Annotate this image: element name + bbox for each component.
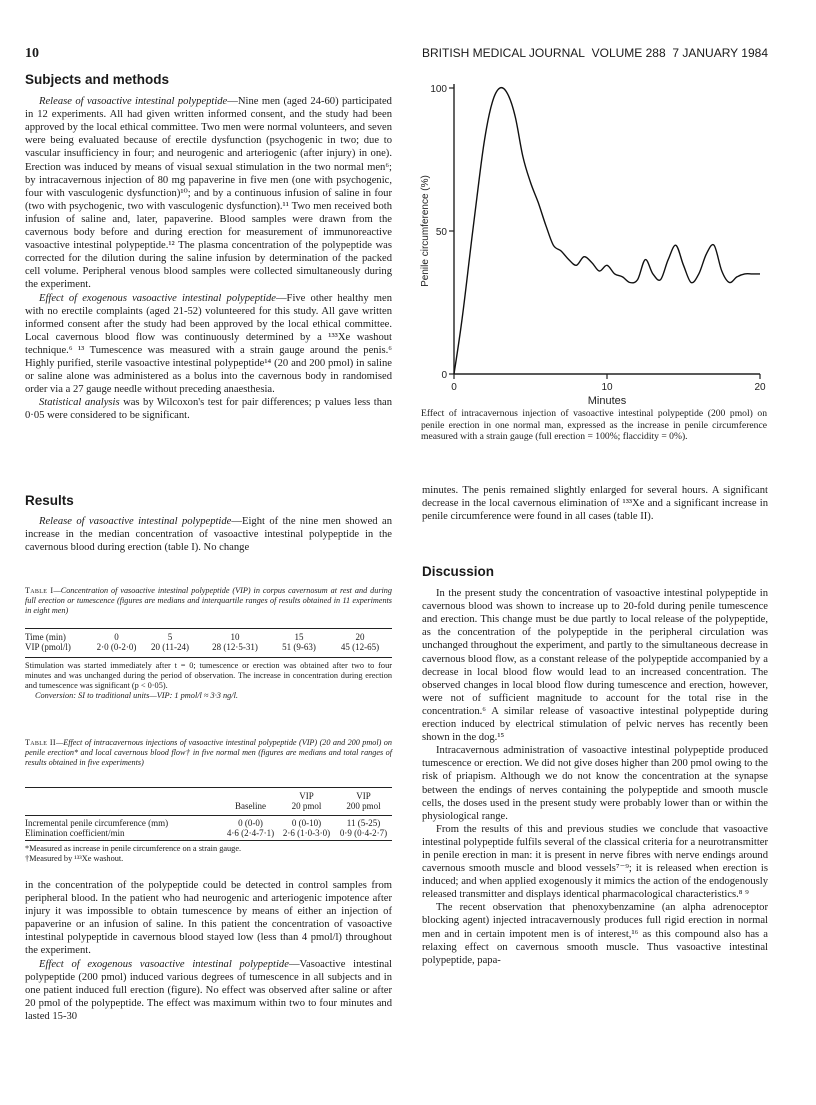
methods-heading: Subjects and methods [25, 72, 170, 87]
table2-row-label: Elimination coefficient/min [25, 828, 125, 838]
results-continued [25, 879, 392, 1023]
table1-time-cell: 10 [230, 632, 240, 642]
table2-cell: 4·6 (2·4-7·1) [226, 828, 275, 838]
table2-mid-rule [25, 815, 392, 816]
table2-header-row-1 [25, 791, 392, 801]
table2-cell: 0 (0-10) [291, 818, 322, 828]
discussion-paragraph-2: Intracavernous administration of vasoactive intestinal polypeptide produced tumescence or erection. We did not give doses higher than 200 pmol owing to the risk of priapism. Although we do not know the concentration at the synapse between the endings of nerves containing the polypeptide and smooth muscle cells, the doses used in the present study were probably lower than or within the physiological range. [422, 745, 768, 822]
discussion-paragraph-4: The recent observation that phenoxybenzamine (an alpha adrenoceptor blocking agent) injected intracavernously produces full rigid erection in normal men and in certain impotent men is of interest,¹⁶ as this compound also has a relaxing effect on cavernous smooth muscle. Thus vasoactive intestinal polypeptide, papa- [422, 902, 768, 966]
methods-p3-body: was by Wilcoxon's test for pair differences; p values less than 0·05 were considered to be significant. [25, 397, 392, 422]
issue-date: 7 JANUARY 1984 [672, 46, 768, 60]
y-tick-label: 50 [435, 227, 447, 238]
table2-caption [25, 738, 392, 769]
journal-name: BRITISH MEDICAL JOURNAL [422, 46, 585, 60]
table2-header-row-2 [25, 801, 392, 811]
y-axis-label: Penile circumference (%) [420, 175, 431, 287]
y-tick-label: 0 [441, 370, 447, 381]
table2-footnotes [25, 844, 392, 864]
table2-cell: 11 (5-25) [346, 818, 381, 828]
figure-caption: Effect of intracavernous injection of vasoactive intestinal polypeptide (200 pmol) on penile erection in one normal man, expressed as the increase in penile circumference measured with a strain gauge (full erection = 100%; flaccidity = 0%). [421, 408, 767, 443]
table2-caption-text: —Effect of intracavernous injections of vasoactive intestinal polypeptide (VIP) (20 and 200 pmol) on penile erection* and local cavernous blood flow† in five normal men (figures are medians and total ranges of results obtained in five experiments) [25, 738, 392, 768]
table1-label: Table I [25, 586, 54, 595]
table2-col-vip200-b: 200 pmol [346, 801, 381, 811]
results-column-2 [422, 484, 768, 523]
methods-paragraph-3 [25, 396, 392, 422]
table2-row-label: Incremental penile circumference (mm) [25, 818, 169, 828]
methods-p2-title: Effect of exogenous vasoactive intestinal polypeptide [39, 292, 276, 304]
table2-footnote-2: †Measured by ¹³³Xe washout. [25, 854, 124, 863]
table1-time-cell: 0 [114, 632, 119, 642]
table1-caption-text: —Concentration of vasoactive intestinal polypeptide (VIP) in corpus cavernosum at rest and during full erection or tumescence (figures are medians and interquartile ranges of results obtained in 11 experiments in eight men) [25, 586, 392, 616]
table2-body [25, 818, 392, 838]
table-row [25, 828, 392, 838]
table1-vip-cell: 45 (12-65) [340, 642, 380, 652]
table2 [25, 791, 392, 811]
table1-vip-label: VIP (pmol/l) [25, 642, 71, 652]
table1-top-rule [25, 628, 392, 629]
methods-paragraph-1 [25, 95, 392, 291]
table1-vip-cell: 2·0 (0-2·0) [96, 642, 137, 652]
table1-time-label: Time (min) [25, 632, 66, 642]
discussion-heading: Discussion [422, 564, 495, 579]
table2-label: Table II [25, 738, 56, 747]
results-paragraph-continued: minutes. The penis remained slightly enlarged for several hours. A significant decrease in the local cavernous elimination of ¹³³Xe and a significant increase in penile circumference were found in all cases (table II). [422, 485, 768, 523]
figure-chart [408, 72, 788, 407]
table1-time-cell: 5 [167, 632, 173, 642]
table2-col-vip20-a: VIP [299, 791, 314, 801]
table2-cell: 2·6 (1·0-3·0) [282, 828, 331, 838]
results-paragraph-3 [25, 958, 392, 1023]
methods-p3-title: Statistical analysis [39, 397, 120, 409]
results-p3-body: —Vasoactive intestinal polypeptide (200 pmol) induced various degrees of tumescence in all subjects and in one patient induced full erection (figure). No effect was observed after saline or after 20 pmol of the polypeptide. The effect was maximum within two to four minutes and lasted 15-30 [25, 958, 392, 1022]
x-tick-label: 0 [451, 382, 457, 393]
x-tick-label: 10 [601, 382, 613, 393]
table2-top-rule [25, 787, 392, 788]
methods-p1-body: —Nine men (aged 24-60) participated in 12 experiments. All had given written informed consent, and the study had been approved by the local ethical committee. Two men were normal volunteers, and seven were being evaluated because of erectile dysfunction (psychogenic in two; due to vascular insufficiency in four; and neurogenic and arteriogenic (after injury) in one). Erection was induced by means of visual sexual stimulation in the two normal men⁶; by intracavernous injection of 80 mg papaverine in five men (one with psychogenic, four with vasculogenic dysfunction)¹⁰; and by a continuous infusion of saline in four (two with psychogenic, two with vasculogenic dysfunction).¹¹ Two men received both infusion of saline and, later, papaverine. Blood samples were drawn from the cavernous body before and during erection for measurement of immunoreactive vasoactive intestinal polypeptide.¹² The plasma concentration of the polypeptide was corrected for the dilution during the saline infusion by determination of the packed cell volume. Peripheral venous blood samples were collected simultaneously during the experiment. [25, 96, 392, 291]
table1-notes [25, 661, 392, 701]
results-p1-title: Release of vasoactive intestinal polypeptide [39, 516, 232, 528]
running-header [422, 46, 768, 60]
table1-vip-cell: 28 (12·5-31) [212, 642, 258, 652]
table1-note-2: Conversion: SI to traditional units—VIP: 1 pmol/l ≈ 3·3 ng/l. [35, 691, 238, 700]
discussion-paragraph-1: In the present study the concentration of vasoactive intestinal polypeptide in cavernous blood was shown to increase up to 20-fold during penile tumescence and erection. This change must be due partly to local release of the polypeptide, as the concentration of the polypeptide in the peripheral circulation was unchanged throughout the experiment, and partly to the simultaneous decrease in cavernous blood flow, as a constant release of the polypeptide accompanied by a decrease in local blood flow would lead to an increased concentration. The observed changes in local blood flow during tumescence and erection, however, were not of sufficient magnitude to account for the total rise in the concentration.⁶ A similar release of vasoactive intestinal polypeptide during erection induced by electrical stimulation of pelvic nerves has recently been shown in the dog.¹⁵ [422, 588, 768, 744]
series-line [454, 88, 760, 374]
page-number: 10 [25, 46, 39, 61]
results-p3-title: Effect of exogenous vasoactive intestinal polypeptide [39, 958, 289, 970]
methods-p1-title: Release of vasoactive intestinal polypeptide [39, 96, 228, 108]
table1-bottom-rule [25, 657, 392, 658]
methods-paragraph-2 [25, 292, 392, 397]
results-paragraph-2: in the concentration of the polypeptide could be detected in control samples from peripheral blood. In the patient who had neurogenic and arteriogenic impotence after injury it was impossible to obtain tumescence by means of either an injection of papaverine or an infusion of saline. In this patient the concentration of vasoactive intestinal polypeptide in cavernous blood stayed low (less than 4 pmol/l) throughout the experiment. [25, 880, 392, 957]
methods-section [25, 73, 392, 422]
methods-p2-body: —Five other healthy men with no erectile complaints (aged 21-52) volunteered for this study. All gave written informed consent after the study had been approved by the local ethical committee. Local cavernous blood flow was continuously determined by a ¹³³Xe washout technique.⁶ ¹³ Tumescence was measured with a strain gauge around the penis.⁶ Highly purified, sterile vasoactive intestinal polypeptide¹⁴ (20 and 200 pmol) in saline or saline alone was administered as a bolus into the cavernous body in randomised order via a 27 gauge needle without preceding anaesthesia. [25, 292, 393, 396]
table1-vip-row [25, 642, 392, 652]
table1-vip-cell: 51 (9-63) [282, 642, 316, 652]
table1-time-cell: 15 [294, 632, 304, 642]
results-section [25, 494, 392, 554]
table2-col-vip200-a: VIP [356, 791, 371, 801]
table2-col-vip20-b: 20 pmol [291, 801, 322, 811]
table1-time-cell: 20 [355, 632, 365, 642]
table1-vip-cell: 20 (11-24) [151, 642, 189, 652]
discussion-paragraph-3: From the results of this and previous studies we conclude that vasoactive intestinal polypeptide fulfils several of the classical criteria for a neurotransmitter in penile erection in man: it is present in nerve fibres with nerve endings around cavernous smooth muscle and blood vessels⁷⁻⁹; it is released when erection is induced; and when applied exogenously it mimics the action of the endogenously released transmitter and displays identical pharmacological characteristics.⁸ ⁹ [422, 823, 768, 901]
discussion-section [422, 565, 768, 967]
table1 [25, 632, 392, 652]
results-paragraph-1 [25, 515, 392, 554]
table2-col-baseline: Baseline [235, 801, 266, 811]
table1-note-1: Stimulation was started immediately after t = 0; tumescence or erection was obtained after two to four minutes and was unchanged during the period of observation. The increase in concentration during erection and tumescence was significant (p < 0·05). [25, 661, 392, 690]
table1-caption [25, 586, 392, 617]
table-row [25, 818, 392, 828]
y-tick-label: 100 [430, 84, 447, 95]
table1-time-row [25, 632, 392, 642]
results-p1-body: —Eight of the nine men showed an increase in the median concentration of vasoactive intestinal polypeptide in the cavernous blood during erection (table I). No change [25, 516, 393, 554]
table2-bottom-rule [25, 840, 392, 841]
table2-cell: 0 (0-0) [238, 818, 263, 828]
table2-footnote-1: *Measured as increase in penile circumference on a strain gauge. [25, 844, 242, 853]
table2-cell: 0·9 (0·4-2·7) [339, 828, 388, 838]
x-axis-label: Minutes [587, 395, 627, 407]
x-tick-label: 20 [754, 382, 766, 393]
results-heading: Results [25, 493, 74, 508]
journal-volume: VOLUME 288 [591, 46, 666, 60]
